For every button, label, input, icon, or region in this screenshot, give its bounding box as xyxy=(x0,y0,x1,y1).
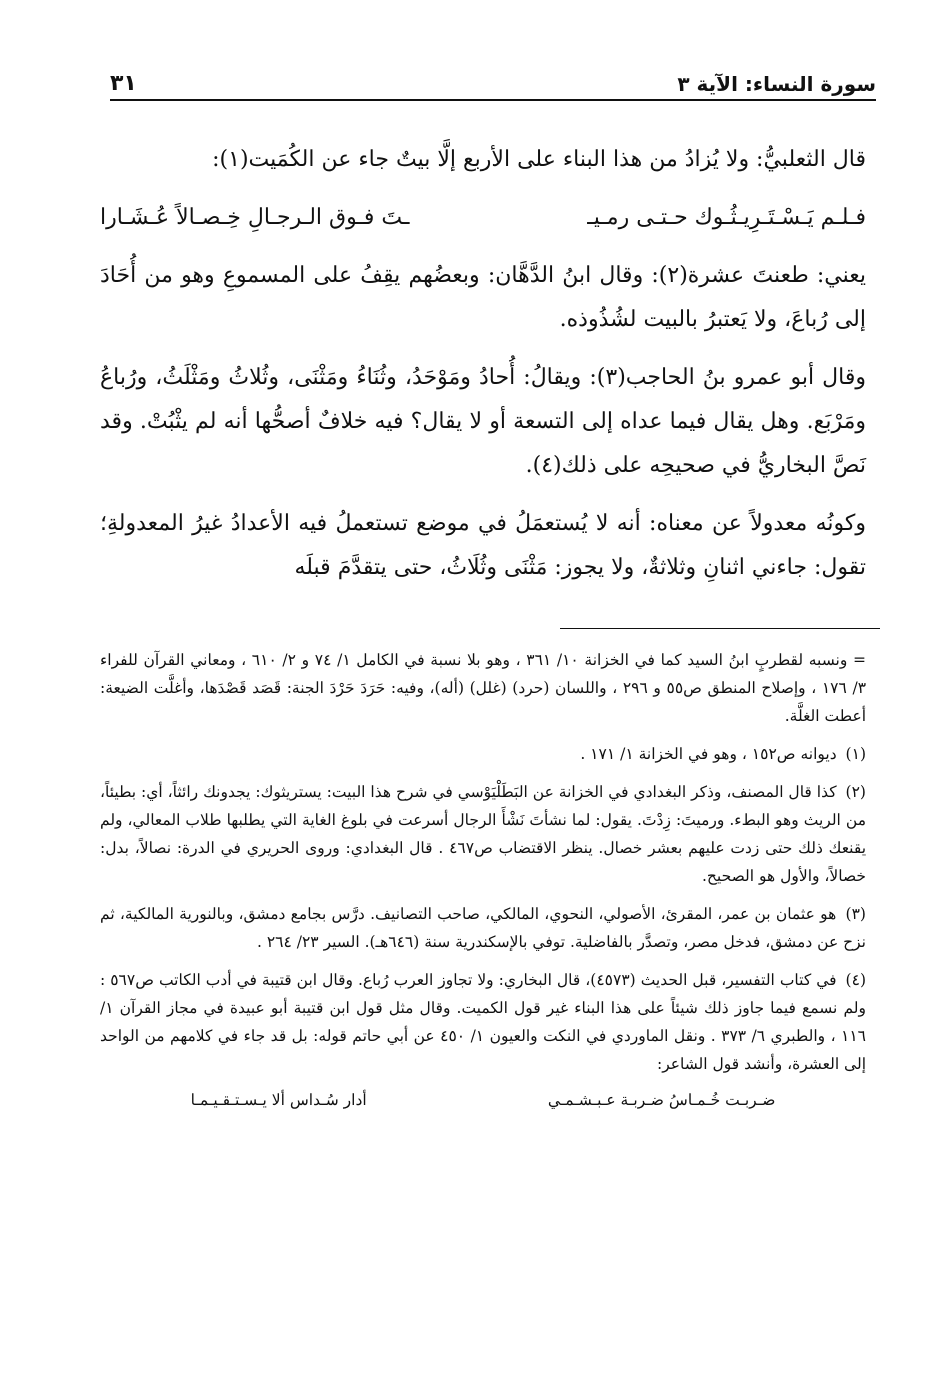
verse-first-hemistich: فـلـم يَـسْـتَـرِيـثُـوك حـتـى رمـيـ xyxy=(587,205,866,230)
footnote-poem-verse xyxy=(100,1086,866,1114)
chapter-title: سورة النساء: الآية ٣ xyxy=(677,72,876,96)
footnote-3 xyxy=(100,900,866,956)
paragraph-1: قال الثعلبيُّ: ولا يُزادُ من هذا البناء على الأربع إلَّا بيتٌ جاء عن الكُمَيت(١): xyxy=(212,147,866,172)
footnote-2 xyxy=(100,778,866,890)
page-header xyxy=(110,62,876,96)
footnote-continuation: = ونسبه لقطربٍ ابنُ السيد كما في الخزانة ١٠/ ٣٦١ ، وهو بلا نسبة في الكامل ١/ ٧٤ و ٢/ ٦١٠ ، ومعاني القرآن للفراء ٣/ ١٧٦ ، وإصلاح المنطق ص٥٥ و ٢٩٦ ، واللسان (حرد) (غلل) (أله)، وفيه: حَرَدَ حَرْدَ الجنة: قَصَد قَصْدَها، وأغلَّت الضيعة: أعطت الغلَّة. xyxy=(100,651,867,725)
paragraph-4: وكونُه معدولاً عن معناه: أنه لا يُستعمَلُ في موضع تستعملُ فيه الأعدادُ غيرُ المعدولةِ؛ تقول: جاءني اثنانِ وثلاثةٌ، ولا يجوز: مَثْنَى وثُلَاثُ، حتى يتقدَّمَ قبلَه xyxy=(100,511,866,580)
footnote-text: في كتاب التفسير، قبل الحديث (٤٥٧٣)، قال البخاري: ولا تجاوز العرب رُباع. وقال ابن قتيبة في أدب الكاتب ص٥٦٧ : ولم نسمع فيما جاوز ذلك شيئاً على هذا البناء غير قول الكميت. وقال مثل قول ابن قتيبة أبو عبيدة في مجاز القرآن ١/ ١١٦ ، والطبري ٦/ ٣٧٣ . ونقل الماوردي في النكت والعيون ١/ ٤٥٠ عن أبي حاتم قوله: بل قد جاء في كلامهم من الواحد إلى العشرة، وأنشد قول الشاعر: xyxy=(100,971,867,1073)
header-divider xyxy=(110,99,876,101)
footnote-text: ديوانه ص١٥٢ ، وهو في الخزانة ١/ ١٧١ . xyxy=(580,745,837,763)
footnote-number: (٣) xyxy=(845,905,866,923)
footnote-number: (٤) xyxy=(845,971,866,989)
poem-verse xyxy=(100,196,866,240)
footnote-number: (١) xyxy=(845,745,866,763)
footnote-text: كذا قال المصنف، وذكر البغدادي في الخزانة عن البَطَلْيَوْسي في شرح هذا البيت: يستريثوك: يجدونك رائثاً، أي: بطيئاً، من الريث وهو البطء. ورميتَ: زِدْتَ. يقول: لما نشأتَ نَشْأَ الرجال أسرعت في بلوغ الغاية التي يطلبها طلاب المعالي، ولم يقنعك ذلك حتى زدت عليهم بعشر خصال. ينظر الاقتضاب ص٤٦٧ . قال البغدادي: وروى الحريري في الدرة: نصالاً، بدل: خصالاً، والأول هو الصحيح. xyxy=(100,783,867,885)
main-text xyxy=(100,138,866,604)
footnote-verse-first-hemistich: ضـربـت خُـمـاسُ ضـربـة عـبـشـمـي xyxy=(547,1091,776,1109)
footnote-1 xyxy=(100,740,866,768)
footnote-divider xyxy=(560,628,880,629)
paragraph-3: وقال أبو عمرو بنُ الحاجب(٣): ويقالُ: أُحادُ ومَوْحَدُ، وثُنَاءُ ومَثْنَى، وثُلاثُ ومَثْلَثُ، ورُباعُ ومَرْبَع. وهل يقال فيما عداه إلى التسعة أو لا يقال؟ فيه خلافٌ أصحُّها أنه لم يثْبُتْ. وقد نَصَّ البخاريُّ في صحيحِه على ذلك(٤). xyxy=(100,365,866,478)
footnote-verse-second-hemistich: أدار سُـداس ألا يـسـتـقـيـمـا xyxy=(190,1091,367,1109)
footnote-4 xyxy=(100,966,866,1114)
page-number: ٣١ xyxy=(110,71,137,96)
verse-second-hemistich: ـتَ فـوق الـرجـالِ خِـصـالاً عُـشَـارا xyxy=(100,205,410,230)
footnotes xyxy=(100,646,866,1124)
paragraph-2: يعني: طعنتَ عشرة(٢): وقال ابنُ الدَّهَّان: وبعضُهم يقِفُ على المسموعِ وهو من أُحَادَ إلى رُباعَ، ولا يَعتبرُ بالبيت لشُذُوذه. xyxy=(100,263,866,332)
footnote-text: هو عثمان بن عمر، المقرئ، الأصولي، النحوي، المالكي، صاحب التصانيف. درَّس بجامع دمشق، وبالنورية المالكية، ثم نزح عن دمشق، فدخل مصر، وتصدَّر بالفاضلية. توفي بالإسكندرية سنة (٦٤٦هـ). السير ٢٣/ ٢٦٤ . xyxy=(100,905,866,951)
footnote-number: (٢) xyxy=(845,783,866,801)
